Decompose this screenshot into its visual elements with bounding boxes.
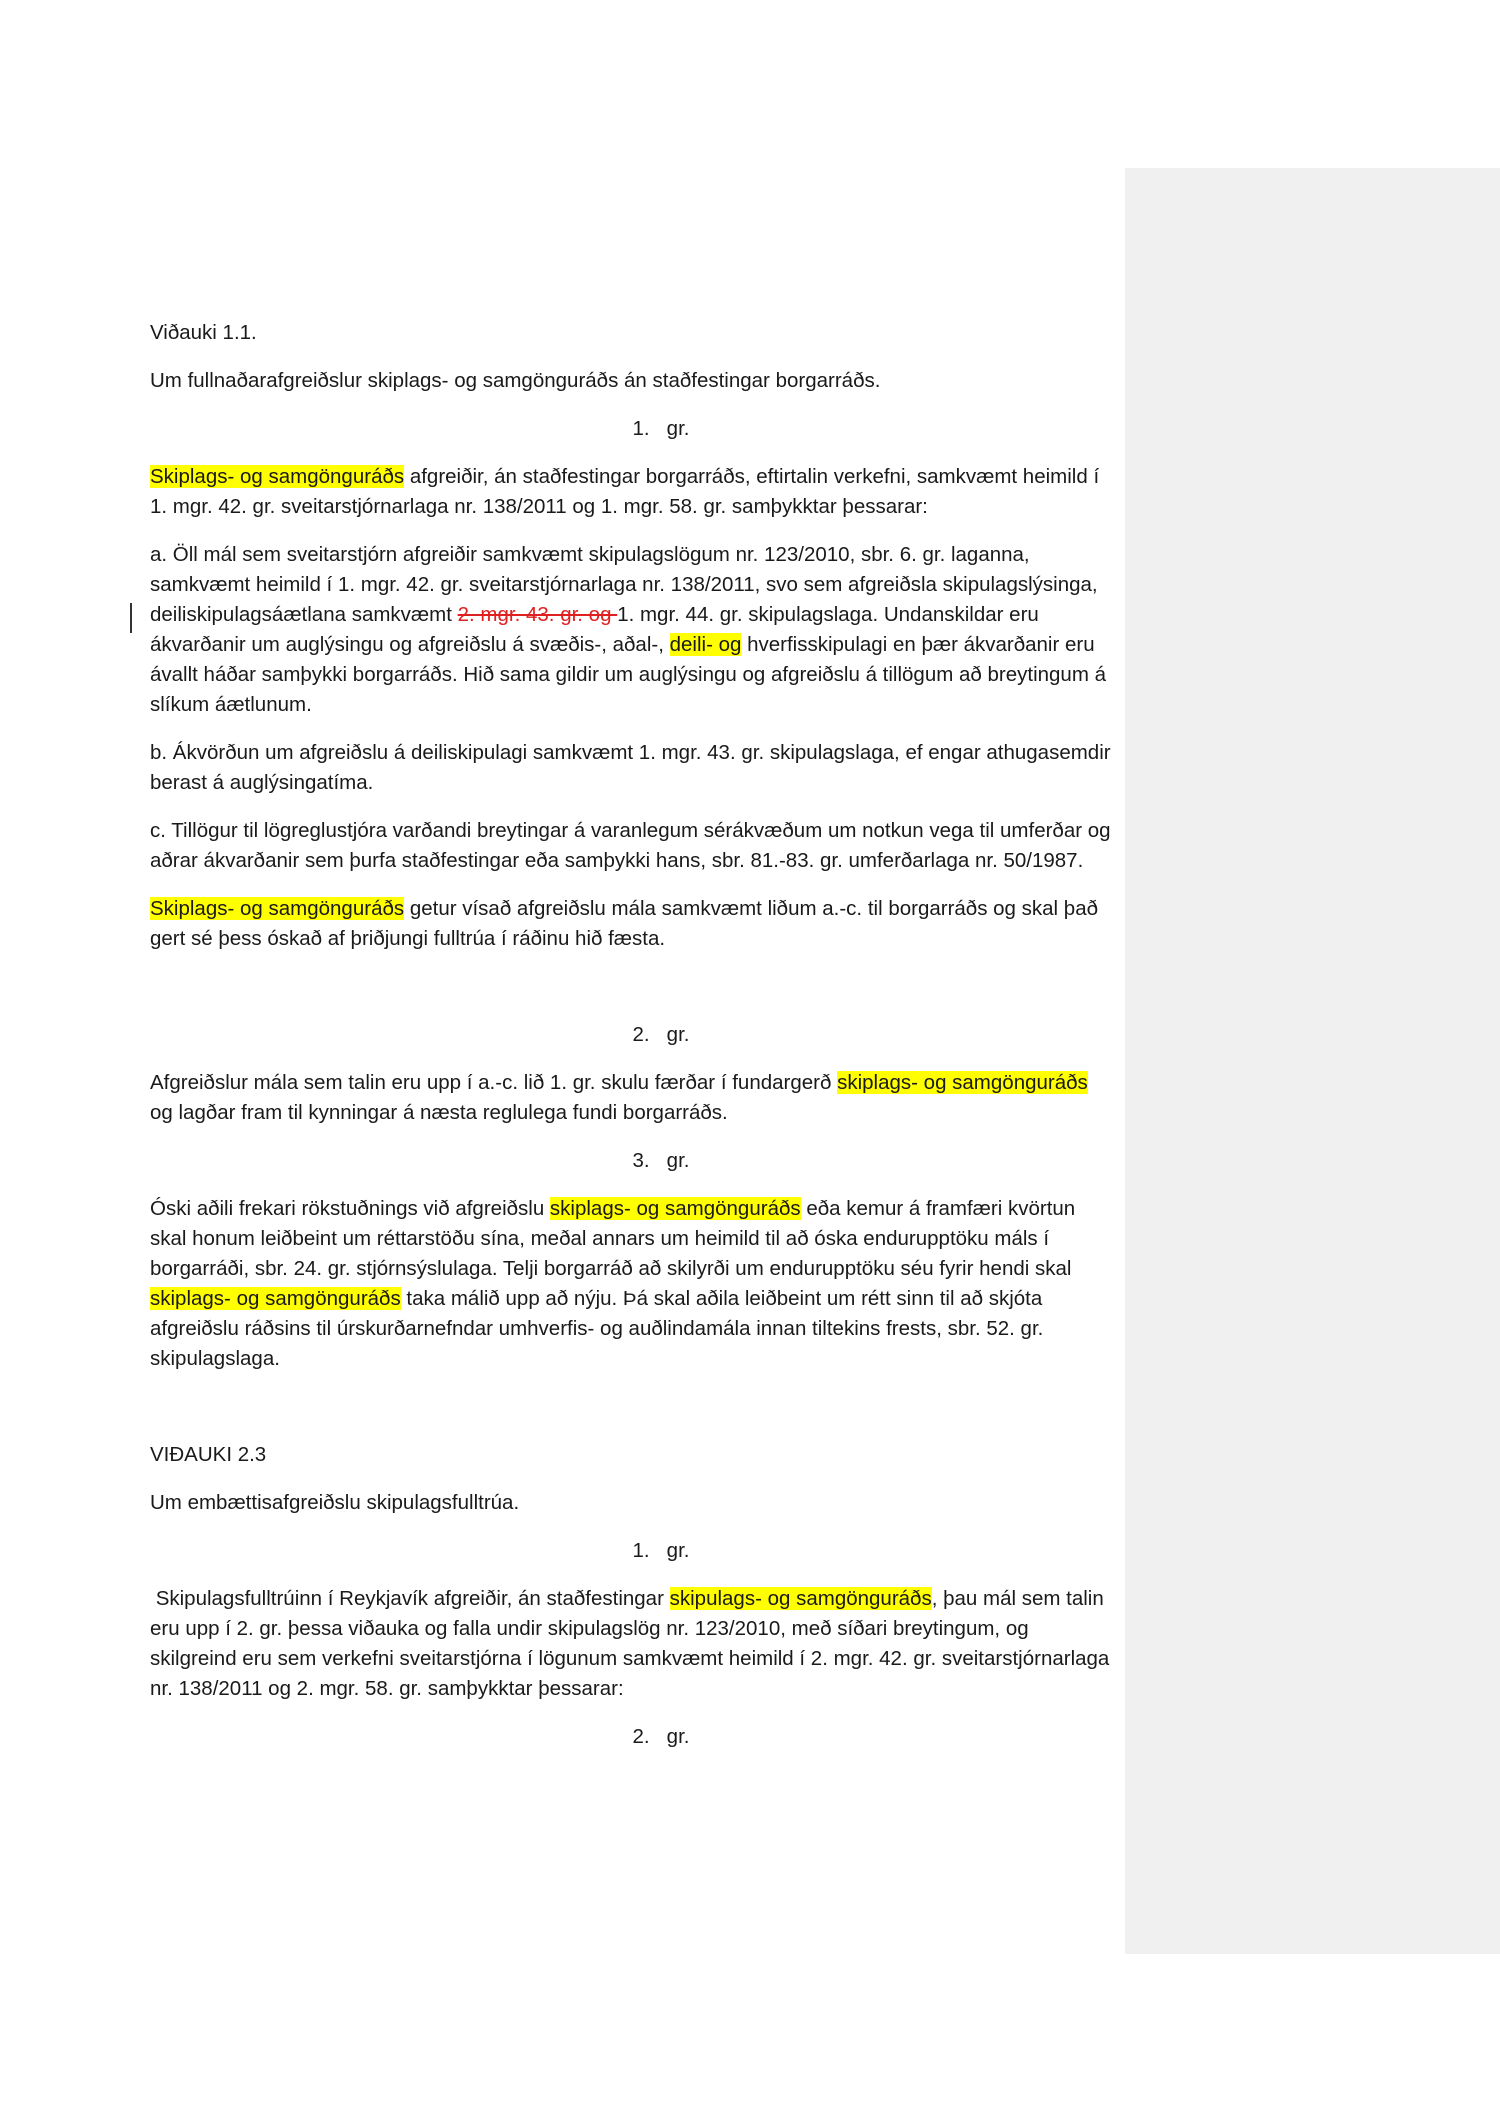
highlight: skipulags- og samgönguráðs — [669, 1587, 932, 1610]
text: taka málið upp að nýju. Þá skal aðila leiðbeint um rétt sinn til að skjóta afgreiðslu ráðsins til úrskurðarnefndar umhverfis- og auðlindamála innan tiltekins frests, sbr. 52. gr. skipulagslaga. — [150, 1287, 1044, 1370]
item-a — [150, 540, 1112, 720]
article-1-intro — [150, 462, 1112, 522]
appendix-2-article-1-body — [150, 1584, 1112, 1704]
text: a. Öll mál sem sveitarstjórn afgreiðir samkvæmt skipulagslögum nr. 123/2010, sbr. 6. gr. laganna, samkvæmt heimild í 1. mgr. 42. gr. sveitarstjórnarlaga nr. 138/2011, svo sem afgreiðsla skipulagslýsinga, deiliskipulagsáætlana samkvæmt — [150, 543, 1098, 626]
highlight: Skiplags- og samgönguráðs — [150, 465, 405, 488]
text: Afgreiðslur mála sem talin eru upp í a.-c. lið 1. gr. skulu færðar í fundargerð — [150, 1071, 838, 1094]
text: hverfisskipulagi en þær ákvarðanir eru ávallt háðar samþykki borgarráðs. Hið sama gildir um auglýsingu og afgreiðslu á tillögum að breytingum á slíkum áætlunum. — [150, 633, 1107, 716]
change-bar — [130, 603, 132, 633]
highlight: deili- og — [669, 633, 742, 656]
article-3-heading: 3. gr. — [632, 1149, 690, 1172]
appendix-2-title: VIÐAUKI 2.3 — [150, 1443, 267, 1466]
text: Óski aðili frekari rökstuðnings við afgreiðslu — [150, 1197, 550, 1220]
appendix-1-subtitle: Um fullnaðarafgreiðslur skiplags- og samgönguráðs án staðfestingar borgarráðs. — [150, 369, 881, 392]
appendix-2-subtitle: Um embættisafgreiðslu skipulagsfulltrúa. — [150, 1491, 520, 1514]
article-1-heading: 1. gr. — [632, 417, 690, 440]
highlight: skiplags- og samgönguráðs — [549, 1197, 801, 1220]
deleted-text: 2. mgr. 43. gr. og — [457, 603, 618, 626]
article-2-body — [150, 1068, 1112, 1128]
item-b: b. Ákvörðun um afgreiðslu á deiliskipulagi samkvæmt 1. mgr. 43. gr. skipulagslaga, ef engar athugasemdir berast á auglýsingatíma. — [150, 741, 1111, 794]
appendix-2-article-1-heading: 1. gr. — [632, 1539, 690, 1562]
article-3-body — [150, 1194, 1112, 1374]
text: og lagðar fram til kynningar á næsta reglulega fundi borgarráðs. — [150, 1101, 728, 1124]
appendix-1-title: Viðauki 1.1. — [150, 321, 257, 344]
text: 1. mgr. 44. gr. skipulagslaga. Undanskildar eru ákvarðanir um auglýsingu og afgreiðslu á svæðis-, aðal-, — [150, 603, 1039, 656]
document-body — [150, 318, 1112, 1752]
markup-pane — [1125, 168, 1500, 1954]
highlight: Skiplags- og samgönguráðs — [150, 897, 405, 920]
referral-paragraph — [150, 894, 1112, 954]
article-2-heading: 2. gr. — [632, 1023, 690, 1046]
highlight: skiplags- og samgönguráðs — [150, 1287, 401, 1310]
text: Skipulagsfulltrúinn í Reykjavík afgreiðir, án staðfestingar — [150, 1587, 670, 1610]
text: eða kemur á framfæri kvörtun skal honum leiðbeint um réttarstöðu sína, meðal annars um heimild til að óska endurupptöku máls í borgarráði, sbr. 24. gr. stjórnsýslulaga. Telji borgarráð að skilyrði um endurupptöku séu fyrir hendi skal — [150, 1197, 1076, 1280]
text: , þau mál sem talin eru upp í 2. gr. þessa viðauka og falla undir skipulagslög nr. 123/2010, með síðari breytingum, og skilgreind eru sem verkefni sveitarstjórna í lögunum samkvæmt heimild í 2. mgr. 42. gr. sveitarstjórnarlaga nr. 138/2011 og 2. mgr. 58. gr. samþykktar þessarar: — [150, 1587, 1110, 1700]
item-c: c. Tillögur til lögreglustjóra varðandi breytingar á varanlegum sérákvæðum um notkun vega til umferðar og aðrar ákvarðanir sem þurfa staðfestingar eða samþykki hans, sbr. 81.-83. gr. umferðarlaga nr. 50/1987. — [150, 819, 1111, 872]
text: getur vísað afgreiðslu mála samkvæmt liðum a.-c. til borgarráðs og skal það gert sé þess óskað af þriðjungi fulltrúa í ráðinu hið fæsta. — [150, 897, 1099, 950]
highlight: skiplags- og samgönguráðs — [837, 1071, 1088, 1094]
text: afgreiðir, án staðfestingar borgarráðs, eftirtalin verkefni, samkvæmt heimild í 1. mgr. 42. gr. sveitarstjórnarlaga nr. 138/2011 og 1. mgr. 58. gr. samþykktar þessarar: — [150, 465, 1100, 518]
appendix-2-article-2-heading: 2. gr. — [632, 1725, 690, 1748]
